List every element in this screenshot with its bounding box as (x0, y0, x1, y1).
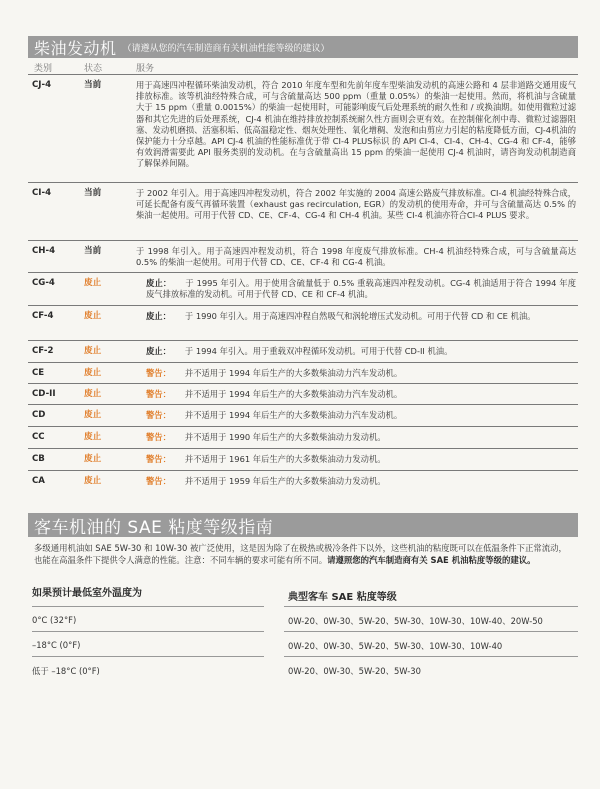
obsolete-label: 废止： (146, 346, 171, 356)
viscosity-grades: 0W-20、0W-30、5W-20、5W-30、10W-30、10W-40、20W-50 (288, 616, 543, 626)
diesel-row (28, 426, 578, 442)
status-badge: 废止 (84, 346, 102, 356)
status-badge: 废止 (84, 476, 102, 486)
service-description (146, 410, 576, 421)
min-temperature: 低于 –18°C (0°F) (32, 666, 100, 676)
service-description (146, 311, 576, 322)
category-code: CA (32, 476, 45, 486)
service-text: 并不适用于 1994 年后生产的大多数柴油动力汽车发动机。 (184, 410, 403, 420)
service-description (146, 476, 576, 487)
diesel-row (28, 305, 578, 321)
obsolete-label: 废止： (146, 278, 172, 288)
warning-label: 警告： (146, 432, 171, 442)
diesel-title: 柴油发动机 (34, 38, 117, 58)
category-code: CF-2 (32, 346, 54, 356)
category-code: CD (32, 410, 46, 420)
min-temperature: 0°C (32°F) (32, 615, 77, 625)
diesel-subtitle: （请遵从您的汽车制造商有关机油性能等级的建议） (122, 43, 330, 54)
status-badge: 废止 (84, 368, 102, 378)
status-badge: 废止 (84, 454, 102, 464)
diesel-row (28, 383, 578, 399)
status-badge: 当前 (84, 188, 102, 198)
warning-label: 警告： (146, 389, 171, 399)
viscosity-grades: 0W-20、0W-30、5W-20、5W-30 (288, 666, 421, 676)
diesel-row (28, 470, 578, 486)
warning-label: 警告： (146, 476, 171, 486)
status-badge: 当前 (84, 80, 102, 90)
category-code: CC (32, 432, 45, 442)
min-temperature: –18°C (0°F) (32, 640, 81, 650)
service-description (146, 346, 576, 357)
service-description (146, 278, 576, 300)
diesel-row (28, 74, 578, 169)
diesel-row (28, 182, 578, 221)
divider (32, 631, 264, 632)
column-header-service: 服务 (136, 64, 155, 74)
divider (284, 631, 578, 632)
column-header-category: 类别 (34, 64, 53, 74)
service-description (146, 432, 576, 443)
diesel-row (28, 404, 578, 420)
divider (284, 656, 578, 657)
viscosity-row (28, 656, 578, 678)
diesel-row (28, 272, 578, 300)
intro-bold-text: 请遵照您的汽车制造商有关 SAE 机油粘度等级的建议。 (327, 554, 536, 565)
warning-label: 警告： (146, 454, 171, 464)
status-badge: 废止 (84, 278, 102, 288)
passenger-title: 客车机油的 SAE 粘度等级指南 (34, 517, 274, 538)
status-badge: 当前 (84, 246, 102, 256)
service-description (146, 368, 576, 379)
category-code: CH-4 (32, 246, 56, 256)
category-code: CI-4 (32, 188, 52, 198)
passenger-intro (34, 543, 574, 566)
service-text: 并不适用于 1959 年后生产的大多数柴油动力发动机。 (184, 476, 386, 486)
service-text: 于 1995 年引入。用于使用含硫量低于 0.5% 重载高速四冲程发动机。CG-4 机油适用于符合 1994 年度废气排放标准的发动机。可用于代替 CD、CE 和 CF-4 机油。 (146, 278, 576, 300)
service-text: 于 1994 年引入。用于重载双冲程循环发动机。可用于代替 CD-II 机油。 (184, 346, 453, 356)
service-description (146, 454, 576, 465)
warning-label: 警告： (146, 410, 171, 420)
warning-label: 警告： (146, 368, 171, 378)
service-description (136, 80, 576, 170)
viscosity-row (28, 606, 578, 628)
service-text: 并不适用于 1994 年后生产的大多数柴油动力汽车发动机。 (184, 368, 403, 378)
category-code: CJ-4 (32, 80, 52, 90)
category-code: CD-II (32, 389, 56, 399)
category-code: CB (32, 454, 45, 464)
passenger-section-header (28, 513, 578, 537)
intro-text: 多级通用机油如 SAE 5W-30 和 10W-30 被广泛使用，这是因为除了在极热或极冷条件下以外，这些机油的粘度既可以在低温条件下正常流动，也能在高温条件下提供令人满意的性能。注意：不同车辆的要求可能有所不同。 (34, 543, 567, 565)
service-text: 用于高速四冲程循环柴油发动机，符合 2010 年度车型和先前年度车型柴油发动机的高速公路和 4 层非道路交通用废气排放标准。该等机油经特殊合成，可与含硫量高达 500 ppm（重量 0.05%）的柴油一起使用。然而，将机油与含硫量大于 15 ppm（重量 0.0015%）的柴油一起使用时，可能影响废气后处理系统的耐久性和 / 或换油期。如使用微粒过滤器和其它先进的后处理系统，CJ-4 机油在维持排放控制系统耐久性方面则会更有效。在控制催化剂中毒、微粒过滤器阻塞、发动机磨损、活塞积垢、低高温稳定性、烟灰处理性、氧化增稠、发泡和由剪应力引起的粘度降低方面，CJ-4机油的保护能力十分卓越。API CJ-4 机油的性能标准优于带 CI-4 PLUS标识 的 API CI-4、CI-4、CH-4、CG-4 和 CF-4，能够有效润滑需要此 API 服务类别的发动机。在与含硫量高出 15 ppm 的柴油一起使用 CJ-4 机油时，请咨询发动机制造商了解保养间隔。 (136, 80, 576, 169)
diesel-section-header (28, 36, 578, 58)
service-text: 于 2002 年引入。用于高速四冲程发动机，符合 2002 年实施的 2004 高速公路废气排放标准。CI-4 机油经特殊合成，可延长配备有废气再循环装置（exhaust gas recirculation, EGR）的发动机的使用寿命，并可与含硫量高达 0.5% 的柴油一起使用。可用于代替 CD、CE、CF-4、CG-4 和 CH-4 机油。某些 CI-4 机油亦符合CI-4 PLUS 要求。 (136, 188, 576, 221)
service-text: 于 1998 年引入。用于高速四冲程发动机，符合 1998 年度废气排放标准。CH-4 机油经特殊合成，可与含硫量高达 0.5% 的柴油一起使用。可用于代替 CD、CE、CF-4 和 CG-4 机油。 (136, 246, 576, 268)
category-code: CE (32, 368, 45, 378)
diesel-row (28, 340, 578, 356)
status-badge: 废止 (84, 432, 102, 442)
divider (284, 606, 578, 607)
status-badge: 废止 (84, 311, 102, 321)
diesel-row (28, 240, 578, 268)
service-description (136, 188, 576, 222)
service-text: 并不适用于 1994 年后生产的大多数柴油动力汽车发动机。 (184, 389, 403, 399)
divider (32, 656, 264, 657)
temp-column-header: 如果预计最低室外温度为 (32, 588, 142, 599)
divider (32, 606, 264, 607)
viscosity-row (28, 631, 578, 653)
diesel-row (28, 362, 578, 378)
obsolete-label: 废止： (146, 311, 171, 321)
grade-column-header: 典型客车 SAE 粘度等级 (288, 592, 397, 603)
service-text: 并不适用于 1961 年后生产的大多数柴油动力发动机。 (184, 454, 386, 464)
diesel-column-headers (34, 61, 574, 73)
status-badge: 废止 (84, 389, 102, 399)
service-description (136, 246, 576, 268)
status-badge: 废止 (84, 410, 102, 420)
service-text: 于 1990 年引入。用于高速四冲程自然吸气和涡轮增压式发动机。可用于代替 CD 和 CE 机油。 (184, 311, 536, 321)
service-text: 并不适用于 1990 年后生产的大多数柴油动力发动机。 (184, 432, 386, 442)
viscosity-grades: 0W-20、0W-30、5W-20、5W-30、10W-30、10W-40 (288, 641, 503, 651)
category-code: CF-4 (32, 311, 54, 321)
service-description (146, 389, 576, 400)
column-header-status: 状态 (84, 64, 103, 74)
category-code: CG-4 (32, 278, 55, 288)
diesel-row (28, 448, 578, 464)
